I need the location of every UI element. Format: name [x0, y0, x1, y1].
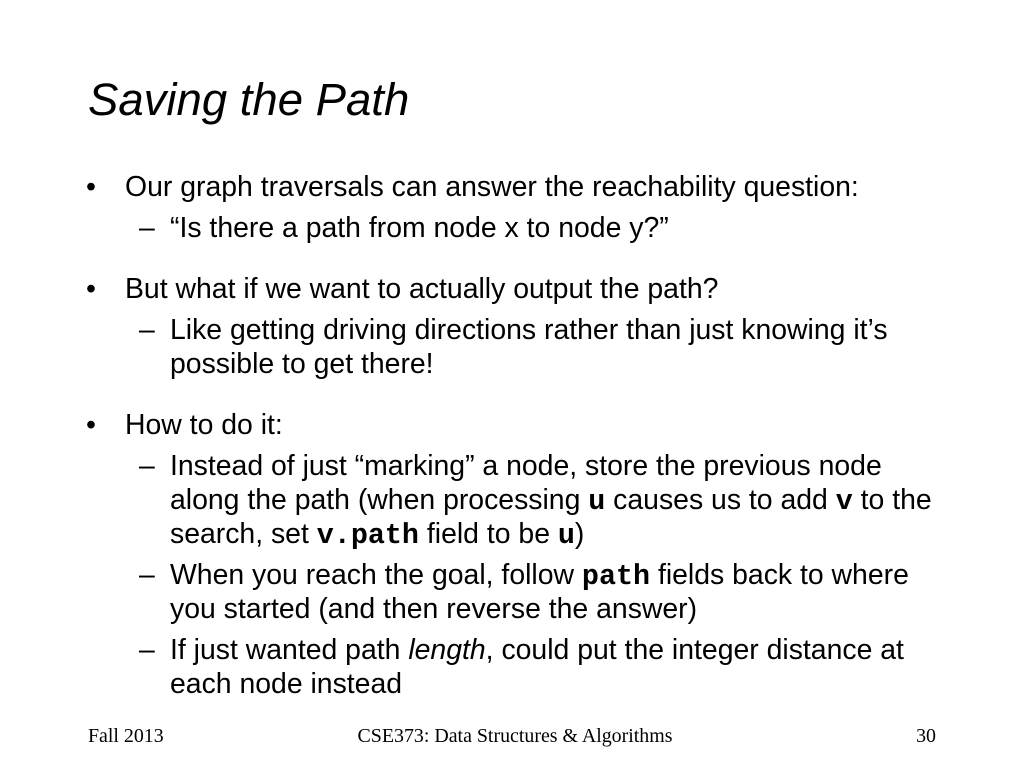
sub-bullet-text: to the — [852, 484, 932, 516]
bullet-marker: • — [86, 409, 96, 441]
bullet-line-group — [0, 272, 1024, 306]
sub-bullet-item — [0, 558, 1024, 626]
sub-bullet-item — [0, 633, 1024, 701]
sub-bullet-marker: – — [139, 450, 155, 482]
sub-bullet-line — [0, 347, 1024, 381]
sub-bullet-item — [0, 313, 1024, 381]
sub-bullet-text: Like getting driving directions rather than just knowing it’s — [170, 314, 888, 346]
bullet-marker: • — [86, 171, 96, 203]
sub-bullet-line — [0, 483, 1024, 517]
bullet-text: But what if we want to actually output the path? — [125, 273, 719, 305]
emphasis-text: length — [408, 634, 486, 666]
sub-bullet-text: possible to get there! — [170, 348, 434, 380]
sub-bullet-text: If just wanted path — [170, 634, 409, 666]
bullet-item — [0, 408, 1024, 701]
sub-bullet-item — [0, 449, 1024, 551]
code-term: u — [588, 485, 606, 518]
sub-bullet-marker: – — [139, 559, 155, 591]
sub-bullet-text: When you reach the goal, follow — [170, 559, 582, 591]
sub-bullet-text: “Is there a path from node x to node y?” — [170, 212, 669, 244]
sub-bullet-line — [0, 592, 1024, 626]
sub-bullet-marker: – — [139, 212, 155, 244]
bullet-marker: • — [86, 273, 96, 305]
footer-term: Fall 2013 — [88, 725, 164, 747]
bullet-text: How to do it: — [125, 409, 283, 441]
code-term: u — [557, 519, 575, 552]
page-number: 30 — [916, 725, 936, 747]
bullet-line-group — [0, 408, 1024, 442]
sub-bullet-text: Instead of just “marking” a node, store the previous node — [170, 450, 882, 482]
sub-bullet-line — [0, 517, 1024, 551]
bullet-item — [0, 272, 1024, 381]
code-term: path — [581, 560, 651, 593]
sub-bullet-marker: – — [139, 314, 155, 346]
footer-course-title: CSE373: Data Structures & Algorithms — [357, 725, 673, 747]
sub-bullet-text: field to be — [418, 518, 558, 550]
sub-bullet-text: each node instead — [170, 668, 403, 700]
sub-bullet-text: ) — [574, 518, 585, 550]
sub-bullet-line — [0, 667, 1024, 701]
slide-footer — [0, 724, 1024, 748]
sub-bullet-text: fields back to where — [650, 559, 909, 591]
sub-bullet-text: you started (and then reverse the answer) — [170, 593, 698, 625]
slide-title: Saving the Path — [88, 74, 410, 125]
sub-bullet-marker: – — [139, 634, 155, 666]
bullet-text: Our graph traversals can answer the reachability question: — [125, 171, 859, 203]
bullet-line-group — [0, 170, 1024, 204]
code-term: v — [835, 485, 853, 518]
sub-bullet-text: along the path (when processing — [170, 484, 589, 516]
sub-bullet-text: search, set — [170, 518, 317, 550]
sub-bullet-text: , could put the integer distance at — [485, 634, 904, 666]
slide-body — [0, 170, 1024, 701]
bullet-item — [0, 170, 1024, 245]
sub-bullet-text: causes us to add — [605, 484, 836, 516]
sub-bullet-item — [0, 211, 1024, 245]
code-term: v.path — [316, 519, 419, 552]
